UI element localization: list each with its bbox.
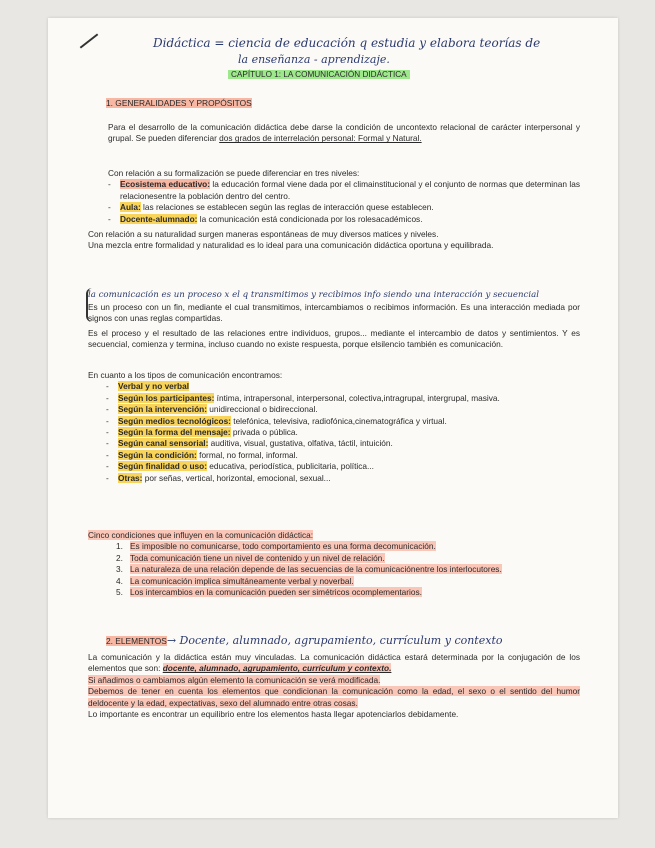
section1-heading: 1. GENERALIDADES Y PROPÓSITOS [106, 98, 252, 108]
elements-paragraphs [88, 652, 580, 720]
type-item [106, 473, 580, 484]
process-text: Es un proceso con un fin, mediante el cual transmitimos, intercambiamos o recibimos información. Es una interacción mediada por signos con unas reglas compartidas. [88, 302, 580, 324]
levels-list [108, 179, 580, 225]
condition-number: 3. [116, 564, 123, 575]
type-item [106, 438, 580, 449]
condition-text: Toda comunicación tiene un nivel de contenido y un nivel de relación. [130, 552, 385, 563]
interrelation-grades: dos grados de interrelación personal: Formal y Natural. [219, 133, 422, 144]
condition-text: La comunicación implica simultáneamente verbal y noverbal. [130, 575, 354, 586]
levels-block [108, 168, 580, 225]
handwritten-process-note: la comunicación es un proceso x el q transmitimos y recibimos info siendo una interacción y secuencial [88, 290, 539, 300]
type-term: Según medios tecnológicos: [118, 415, 231, 426]
nature-paragraph [88, 229, 580, 252]
pen-stroke-mark [80, 33, 99, 48]
levels-intro: Con relación a su formalización se puede diferenciar en tres niveles: [108, 168, 360, 178]
type-text: educativa, periodística, publicitaria, política... [206, 461, 374, 472]
conditions-block [88, 530, 580, 598]
condition-text: Es imposible no comunicarse, todo comportamiento es una forma decomunicación. [130, 541, 436, 552]
condition-text: La naturaleza de una relación depende de las secuencias de la comunicaciónentre los interlocutores. [130, 564, 502, 575]
condition-number: 5. [116, 587, 123, 598]
type-item [106, 416, 580, 427]
type-text: unidireccional o bidireccional. [206, 404, 318, 415]
conditions-list [116, 541, 580, 598]
type-text: formal, no formal, informal. [196, 449, 298, 460]
condition-number: 2. [116, 552, 123, 563]
type-term: Verbal y no verbal [118, 381, 190, 392]
level-item [108, 214, 580, 225]
type-term: Según la condición: [118, 449, 197, 460]
types-block [88, 370, 580, 484]
condition-item [116, 576, 580, 587]
type-term: Según finalidad o uso: [118, 461, 207, 472]
type-text: privada o pública. [230, 427, 298, 438]
intro-paragraph: Para el desarrollo de la comunicación didáctica debe darse la condición de uncontexto relacional de carácter interpersonal y grupal. Se pueden diferenciar dos grados de interrelación personal: Formal y Natural. [108, 122, 580, 144]
level-text: las relaciones se establecen según las reglas de interacción quese establecen. [140, 202, 434, 213]
elements-list-text: docente, alumnado, agrupamiento, currículum y contexto. [162, 663, 392, 674]
elements-p3: Debemos de tener en cuenta los elementos que condicionan la comunicación como la edad, el sexo o el sentido del humor deldocente y la edad, expectativas, sexo del alumnado entre otras cosas. [88, 686, 580, 708]
elements-p1: La comunicación y la didáctica están muy vinculadas. La comunicación didáctica estará determinada por la conjugación de los elementos que son: docente, alumnado, agrupamiento, currículum y contexto. [88, 652, 580, 674]
type-text: íntima, intrapersonal, interpersonal, colectiva,intragrupal, intergrupal, masiva. [214, 392, 500, 403]
nature-text: Con relación a su naturalidad surgen maneras espontáneas de muy diversos matices y niveles. [88, 229, 439, 239]
handwritten-definition-line2: la enseñanza - aprendizaje. [238, 53, 390, 66]
type-term: Según canal sensorial: [118, 438, 209, 449]
document-page [48, 18, 618, 818]
type-item [106, 381, 580, 392]
result-text: Es el proceso y el resultado de las relaciones entre individuos, grupos... mediante el intercambio de datos y sentimientos. Y es secuencial, comienza y termina, incluso cuando no existe respuesta, porque elsilencio también es comunicación. [88, 327, 580, 350]
type-term: Según la forma del mensaje: [118, 427, 231, 438]
handwritten-definition: Didáctica = ciencia de educación q estudia y elabora teorías de [153, 36, 541, 50]
level-text: la educación formal viene dada por el climainstitucional y el conjunto de normas que determinan las relacionesentre la población dentro del centro. [120, 179, 580, 201]
condition-text: Los intercambios en la comunicación pueden ser simétricos ocomplementarios. [130, 587, 422, 598]
type-item [106, 404, 580, 415]
condition-number: 4. [116, 575, 123, 586]
elements-p4: Lo importante es encontrar un equilibrio entre los elementos hasta llegar apotenciarlos debidamente. [88, 709, 459, 720]
type-term: Otras: [118, 472, 143, 483]
elements-p2: Si añadimos o cambiamos algún elemento la comunicación se verá modificada. [88, 674, 381, 685]
condition-item [116, 541, 580, 552]
process-paragraph [88, 302, 580, 351]
level-item [108, 179, 580, 202]
type-text: telefónica, televisiva, radiofónica,cinematográfica y virtual. [230, 415, 447, 426]
condition-item [116, 564, 580, 575]
type-item [106, 461, 580, 472]
chapter-title: CAPÍTULO 1: LA COMUNICACIÓN DIDÁCTICA [228, 70, 410, 79]
condition-item [116, 553, 580, 564]
type-item [106, 393, 580, 404]
type-item [106, 427, 580, 438]
condition-item [116, 587, 580, 598]
type-term: Según la intervención: [118, 404, 207, 415]
section2-heading: 2. ELEMENTOS [106, 636, 167, 646]
type-text: auditiva, visual, gustativa, olfativa, táctil, intuición. [208, 438, 393, 449]
level-text: la comunicación está condicionada por los rolesacadémicos. [197, 213, 423, 224]
level-term: Aula: [120, 202, 141, 213]
type-item [106, 450, 580, 461]
mix-text: Una mezcla entre formalidad y naturalidad es lo ideal para una comunicación didáctica oportuna y equilibrada. [88, 240, 494, 251]
types-list [106, 381, 580, 484]
conditions-intro: Cinco condiciones que influyen en la comunicación didáctica: [88, 530, 314, 540]
condition-number: 1. [116, 541, 123, 552]
level-term: Docente-alumnado: [120, 213, 198, 224]
level-item [108, 202, 580, 213]
types-intro: En cuanto a los tipos de comunicación encontramos: [88, 370, 283, 380]
type-text: por señas, vertical, horizontal, emocional, sexual... [142, 472, 331, 483]
level-term: Ecosistema educativo: [120, 179, 211, 190]
type-term: Según los participantes: [118, 392, 215, 403]
handwritten-elements-note: → Docente, alumnado, agrupamiento, currículum y contexto [166, 634, 503, 647]
